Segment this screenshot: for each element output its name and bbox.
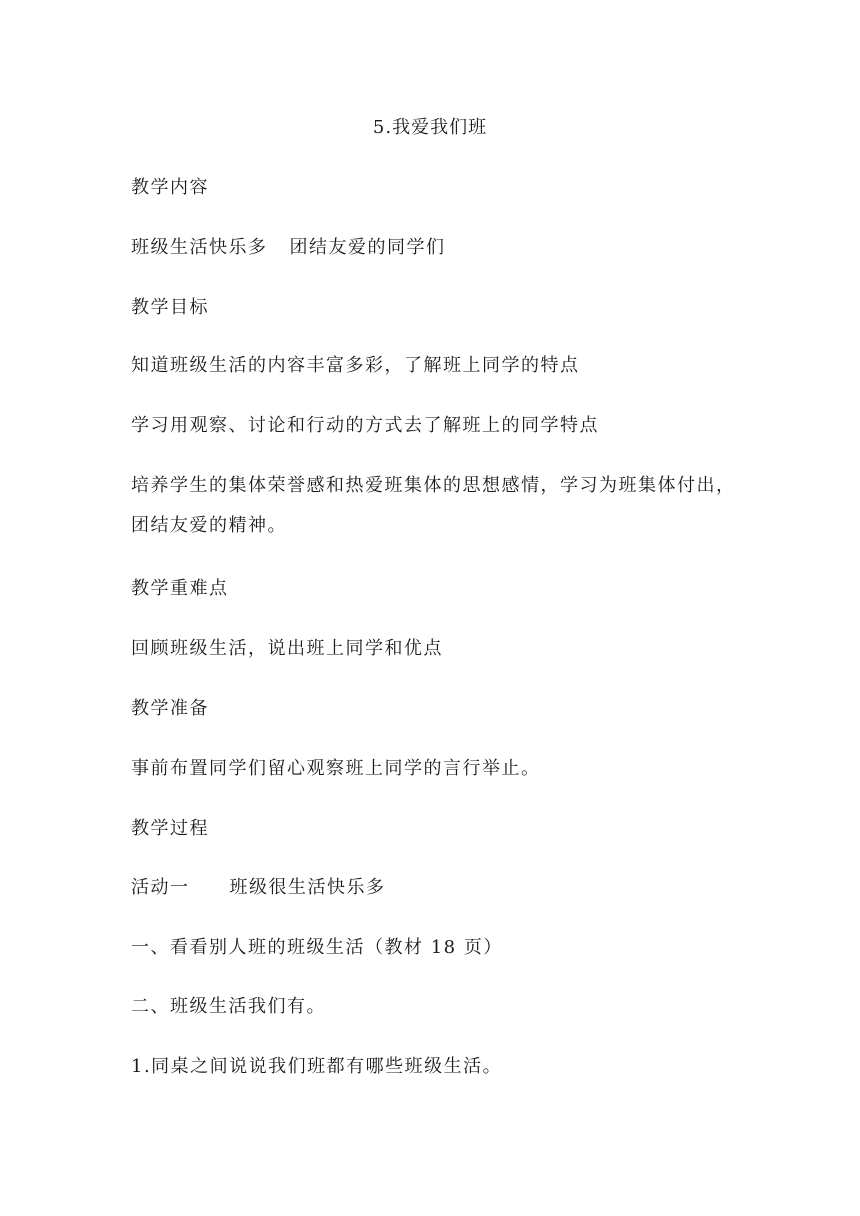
topic-class-life: 班级生活快乐多 [131,237,268,258]
activity-title: 班级很生活快乐多 [229,877,386,898]
document-title: 5.我爱我们班 [372,117,488,138]
process-step: 一、看看别人班的班级生活（教材 18 页） [131,937,503,958]
topic-classmates: 团结友爱的同学们 [289,237,446,258]
heading-teaching-goals: 教学目标 [131,297,209,318]
heading-key-points: 教学重难点 [131,578,229,599]
heading-preparation: 教学准备 [131,698,209,719]
heading-teaching-content: 教学内容 [131,177,209,198]
preparation-item: 事前布置同学们留心观察班上同学的言行举止。 [131,758,541,779]
activity-heading [131,873,751,903]
goal-item: 知道班级生活的内容丰富多彩，了解班上同学的特点 [131,355,580,376]
heading-process: 教学过程 [131,818,209,839]
activity-number: 活动一 [131,877,190,898]
process-substep: 1.同桌之间说说我们班都有哪些班级生活。 [131,1056,503,1077]
goal-item: 培养学生的集体荣誉感和热爱班集体的思想感情，学习为班集体付出，团结友爱的精神。 [131,475,736,536]
process-step: 二、班级生活我们有。 [131,996,326,1017]
goal-item: 学习用观察、讨论和行动的方式去了解班上的同学特点 [131,415,599,436]
key-point-item: 回顾班级生活，说出班上同学和优点 [131,638,443,659]
content-topics [131,233,751,263]
